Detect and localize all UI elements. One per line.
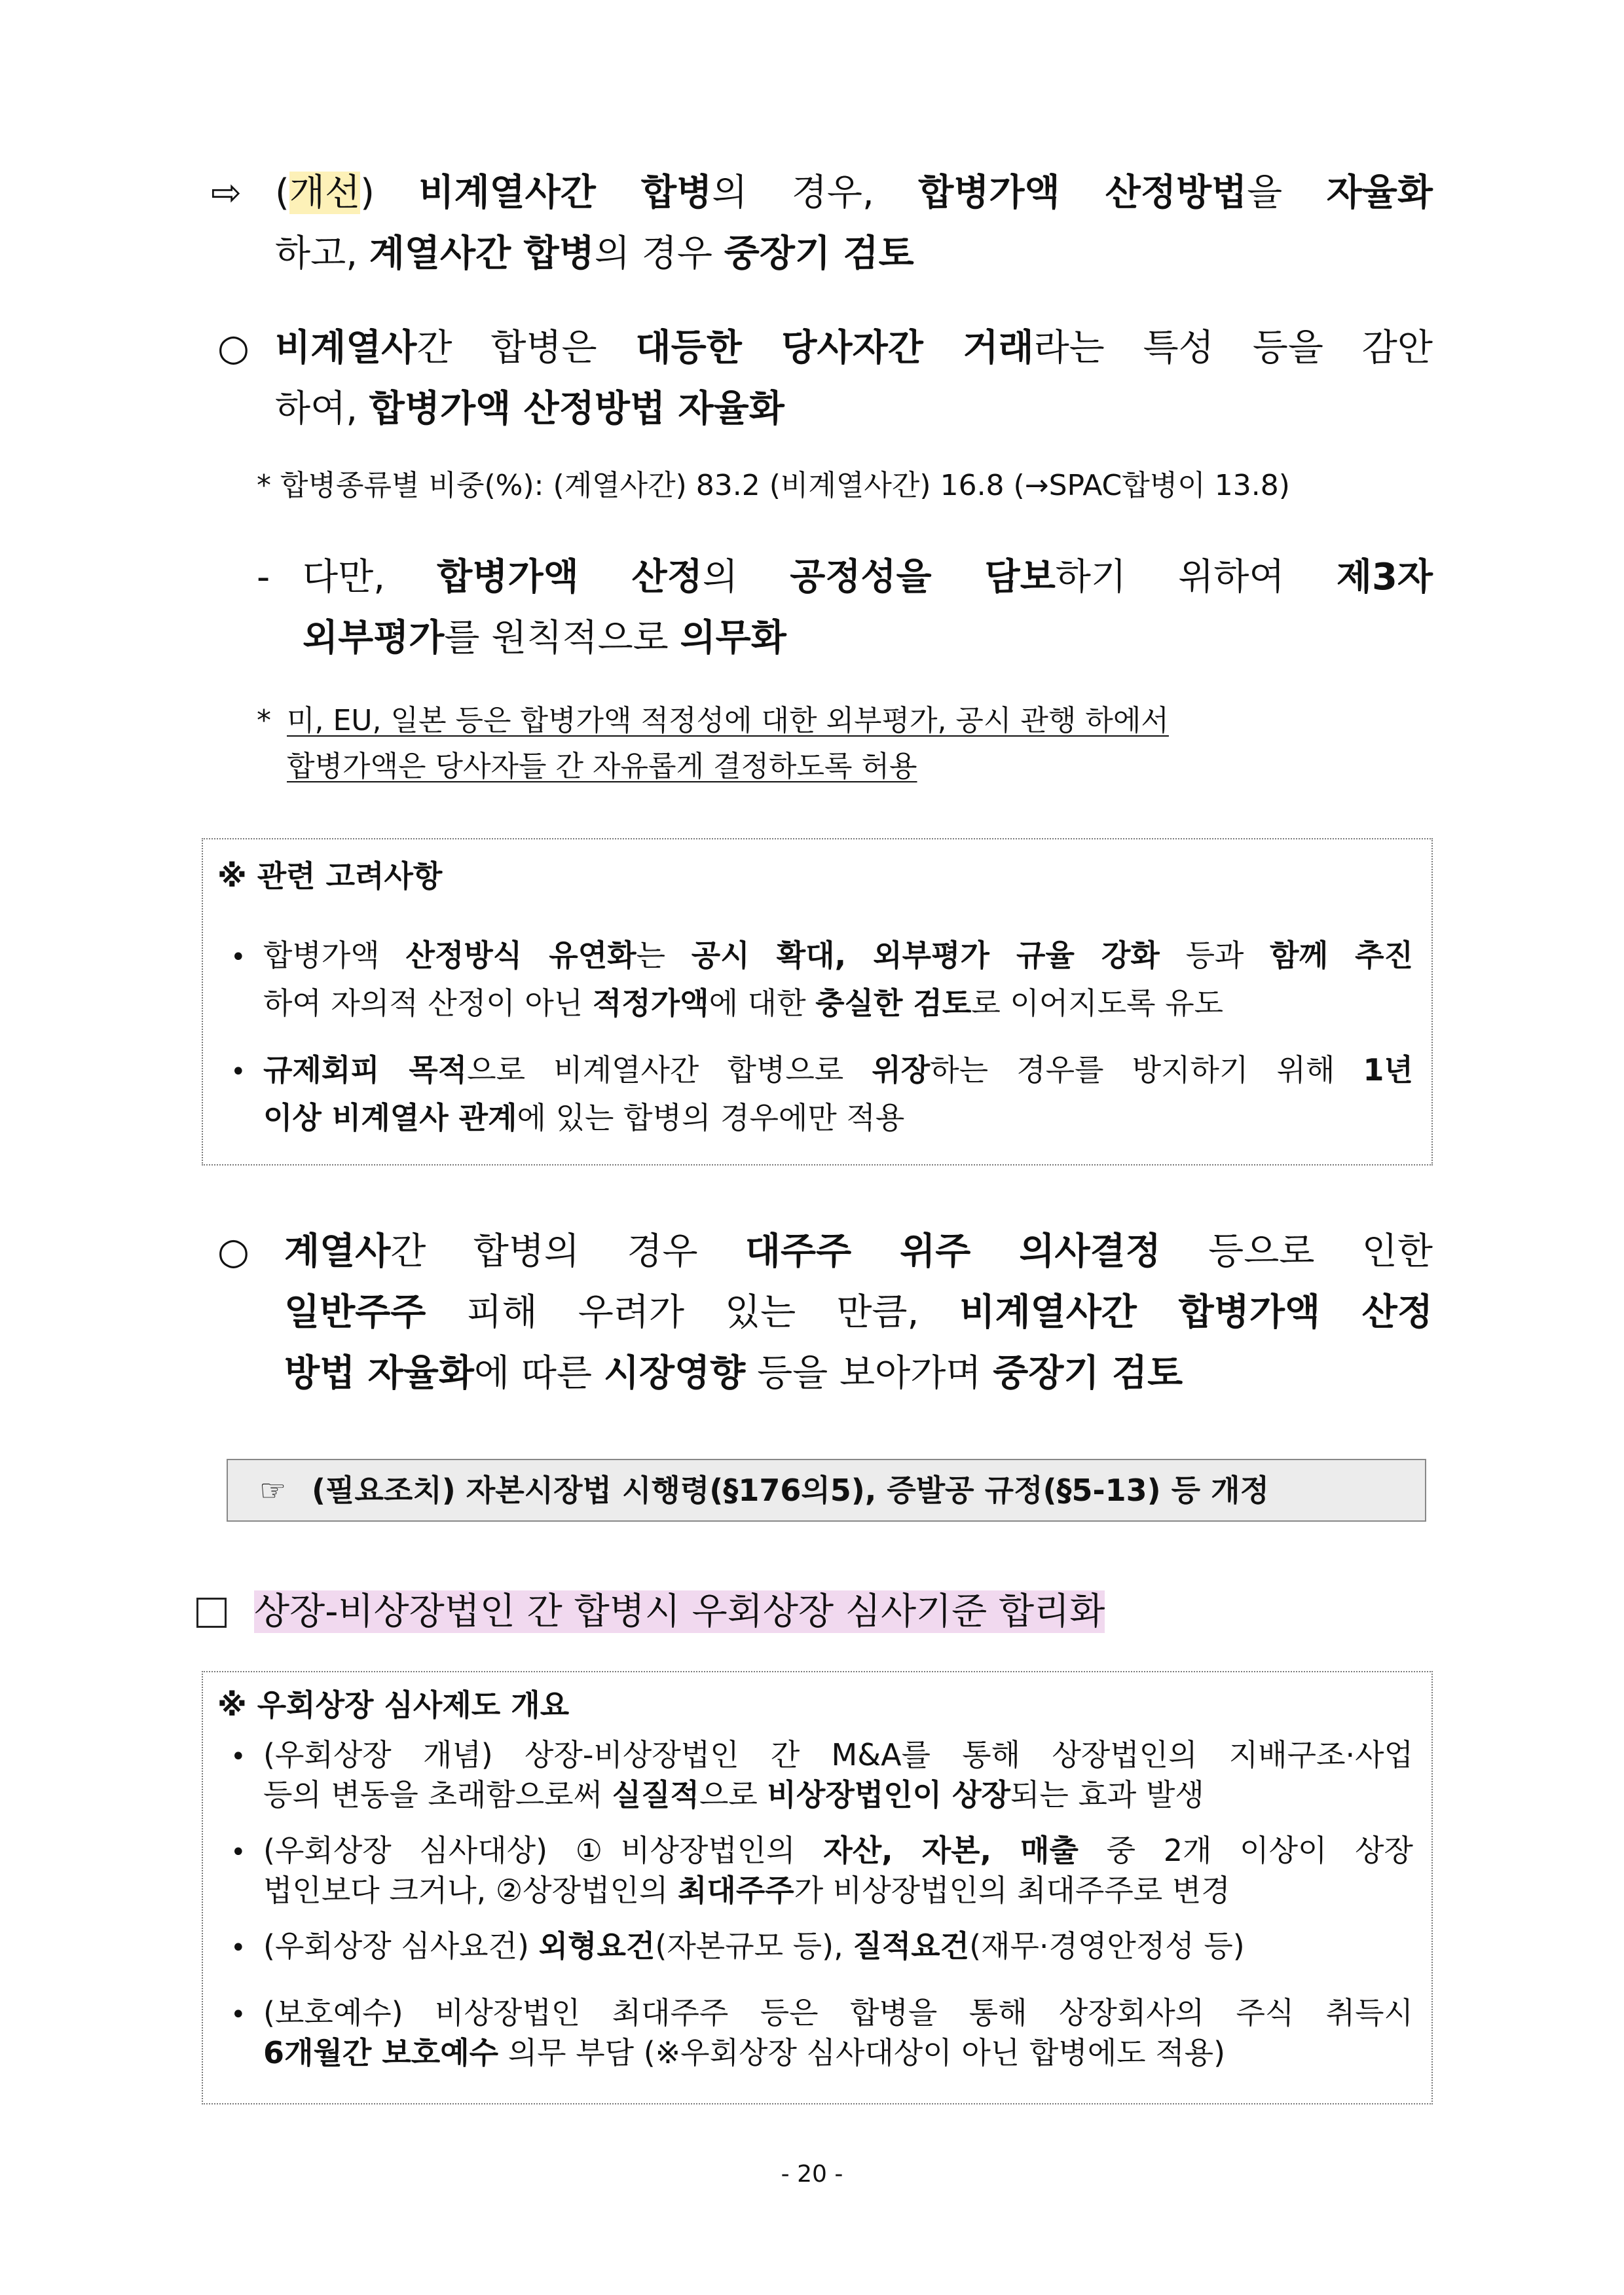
arrow-icon: ⇨ — [211, 172, 242, 214]
overview-1-l1: (우회상장 개념) 상장-비상장법인 간 M&A를 통해 상장법인의 지배구조·사업 — [263, 1737, 1413, 1772]
considerations-box — [202, 838, 1433, 1166]
note-merger-share: * 합병종류별 비중(%): (계열사간) 83.2 (비계열사간) 16.8 (→SPAC합병이 13.8) — [257, 469, 1290, 502]
bullet-icon: • — [231, 1057, 246, 1087]
bullet-icon: • — [231, 1837, 246, 1867]
s1-line2: 하고, 계열사간 합병의 경우 중장기 검토 — [275, 232, 914, 275]
bullet-icon: • — [231, 2000, 246, 2030]
overview-1-l2: 등의 변동을 초래함으로써 실질적으로 비상장법인이 상장되는 효과 발생 — [263, 1777, 1204, 1812]
note-foreign-practice-l1: 미, EU, 일본 등은 합병가액 적정성에 대한 외부평가, 공시 관행 하에서 — [287, 704, 1169, 737]
box-title: ※ 관련 고려사항 — [217, 858, 443, 894]
section-heading: 상장-비상장법인 간 합병시 우회상장 심사기준 합리화 — [254, 1590, 1105, 1633]
consideration-1-l2: 하여 자의적 산정이 아닌 적정가액에 대한 충실한 검토로 이어지도록 유도 — [263, 985, 1224, 1021]
bullet-icon: • — [231, 942, 246, 972]
consideration-2-l2: 이상 비계열사 관계에 있는 합병의 경우에만 적용 — [263, 1100, 905, 1135]
overview-2-l2: 법인보다 크거나, ②상장법인의 최대주주가 비상장법인의 최대주주로 변경 — [263, 1873, 1230, 1908]
circle-marker: ○ — [217, 1230, 249, 1273]
s2-line2: 하여, 합병가액 산정방법 자율화 — [275, 388, 784, 430]
s1-line1: (개선) 비계열사간 합병의 경우, 합병가액 산정방법을 자율화 — [275, 172, 1433, 214]
box-title: ※ 우회상장 심사제도 개요 — [217, 1687, 570, 1723]
pointing-hand-icon: ☞ — [259, 1473, 287, 1508]
s4-line1: 계열사간 합병의 경우 대주주 위주 의사결정 등으로 인한 — [284, 1230, 1433, 1273]
s3-line2: 외부평가를 원칙적으로 의무화 — [303, 617, 786, 659]
note-foreign-practice-l2: 합병가액은 당사자들 간 자유롭게 결정하도록 허용 — [287, 750, 917, 783]
overview-4-l1: (보호예수) 비상장법인 최대주주 등은 합병을 통해 상장회사의 주식 취득시 — [263, 1995, 1413, 2030]
overview-2-l1: (우회상장 심사대상) ①비상장법인의 자산, 자본, 매출 중 2개 이상이 상장 — [263, 1833, 1413, 1868]
s2-line1: 비계열사간 합병은 대등한 당사자간 거래라는 특성 등을 감안 — [275, 327, 1433, 369]
s3-line1: 다만, 합병가액 산정의 공정성을 담보하기 위하여 제3자 — [303, 556, 1433, 598]
square-bullet-icon — [196, 1598, 227, 1628]
overview-4-l2: 6개월간 보호예수 의무 부담 (※우회상장 심사대상이 아닌 합병에도 적용) — [263, 2035, 1226, 2070]
bullet-icon: • — [231, 1933, 246, 1963]
dash-marker: - — [257, 556, 270, 598]
bullet-icon: • — [231, 1742, 246, 1772]
page-number: - 20 - — [781, 2161, 843, 2188]
s4-line2: 일반주주 피해 우려가 있는 만큼, 비계열사간 합병가액 산정 — [284, 1291, 1433, 1334]
note-star: * — [257, 704, 271, 737]
consideration-2-l1: 규제회피 목적으로 비계열사간 합병으로 위장하는 경우를 방지하기 위해 1년 — [263, 1052, 1413, 1088]
consideration-1-l1: 합병가액 산정방식 유연화는 공시 확대, 외부평가 규율 강화 등과 함께 추진 — [263, 938, 1414, 973]
required-action-text: (필요조치) 자본시장법 시행령(§176의5), 증발공 규정(§5-13) 등 개정 — [312, 1473, 1269, 1508]
backdoor-listing-box — [202, 1671, 1433, 2104]
tag-improvement: 개선 — [289, 172, 361, 214]
s4-line3: 방법 자율화에 따른 시장영향 등을 보아가며 중장기 검토 — [284, 1352, 1183, 1395]
circle-marker: ○ — [217, 327, 249, 369]
overview-3-l1: (우회상장 심사요건) 외형요건(자본규모 등), 질적요건(재무·경영안정성 등) — [263, 1928, 1245, 1964]
required-action-box — [227, 1459, 1426, 1522]
